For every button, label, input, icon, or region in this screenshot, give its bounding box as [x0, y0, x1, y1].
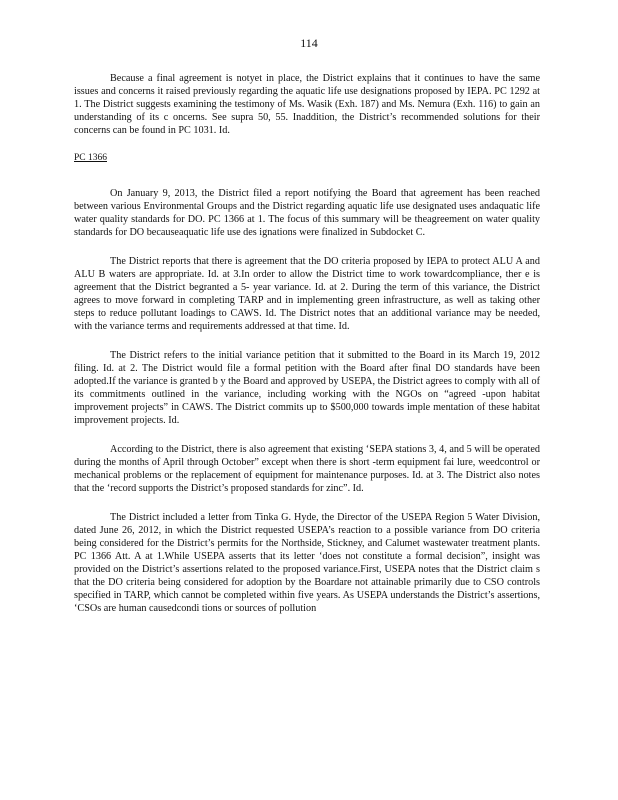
paragraph-sepa-stations: According to the District, there is also agreement that existing ‘SEPA stations 3, 4, and 5 will be operated during the months of April through October” except when there is short -term equipment fai lure, weedcontrol or mechanical problems or the replacement of equipment for maintenance purposes. Id. at 3. The District also notes that the ‘record supports the District’s proposed standards for zinc”. Id.: [74, 444, 540, 494]
paragraph-variance-petition: The District refers to the initial variance petition that it submitted to the Board in its March 19, 2012 filing. Id. at 2. The District would file a formal petition with the Board after final DO standards have been adopted.If the variance is granted b y the Board and approved by USEPA, the District agrees to comply with all of its commitments outlined in the variance, including working with the NGOs on “agreed -upon habitat improvement projects” in CAWS. The District commits up to $500,000 towards imple mentation of these habitat improvement projects. Id.: [74, 350, 540, 426]
paragraph-january-report: On January 9, 2013, the District filed a report notifying the Board that agreement has been reached between various Environmental Groups and the District regarding aquatic life use designated uses andaquatic life water quality standards for DO. PC 1366 at 1. The focus of this summary will be theagreement on water quality standards for DO becauseaquatic life use des ignations were finalized in Subdocket C.: [74, 188, 540, 238]
paragraph-final-agreement: Because a final agreement is notyet in place, the District explains that it continues to have the same issues and concerns it raised previously regarding the aquatic life use designations proposed by IEPA. PC 1292 at 1. The District suggests examining the testimony of Ms. Wasik (Exh. 187) and Ms. Nemura (Exh. 116) to gain an understanding of its c oncerns. See supra 50, 55. Inaddition, the District’s recommended solutions for their concerns can be found in PC 1031. Id.: [74, 73, 540, 136]
page-number: 114: [300, 36, 318, 50]
section-heading-label: PC 1366: [74, 153, 107, 163]
paragraph-do-criteria: The District reports that there is agreement that the DO criteria proposed by IEPA to protect ALU A and ALU B waters are appropriate. Id. at 3.In order to allow the District time to work towardcompliance, ther e is agreement that the District begranted a 5- year variance. Id. at 2. During the term of this variance, the District agrees to move forward in completing TARP and in implementing green infrastructure, as well as taking other steps to reduce pollutant loadings to CAWS. Id. The District notes that an additional variance may be needed, with the variance terms and requirements addressed at that time. Id.: [74, 256, 540, 332]
section-heading: [74, 153, 540, 163]
paragraph-usepa-letter: The District included a letter from Tinka G. Hyde, the Director of the USEPA Region 5 Water Division, dated June 26, 2012, in which the District requested USEPA’s reaction to a possible variance from DO criteria being considered for the District’s permits for the Northside, Stickney, and Calumet wastewater treatment plants. PC 1366 Att. A at 1.While USEPA asserts that its letter ‘does not constitute a formal decision”, insight was provided on the District’s assertions related to the proposed variance.First, USEPA notes that the District claim s that the DO criteria being considered for adoption by the Boardare not attainable primarily due to CSO controls specified in TARP, which cannot be completed within five years. As USEPA understands the District’s assertions, ‘CSOs are human causedcondi tions or sources of pollution: [74, 512, 540, 614]
document-body: [74, 72, 540, 631]
